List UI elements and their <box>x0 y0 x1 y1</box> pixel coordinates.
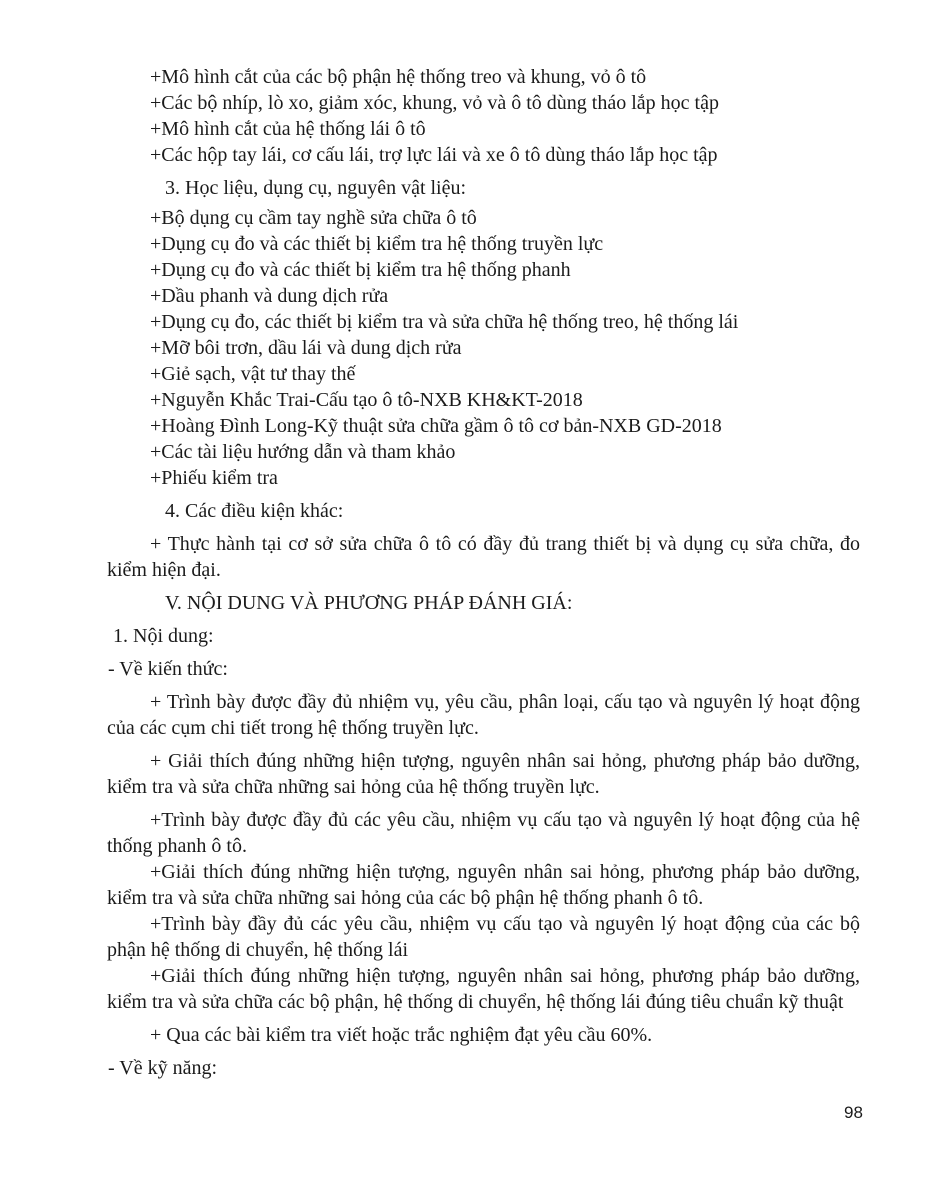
material-item: +Dụng cụ đo, các thiết bị kiểm tra và sửa chữa hệ thống treo, hệ thống lái <box>150 311 739 333</box>
material-item: +Giẻ sạch, vật tư thay thế <box>150 363 356 385</box>
equipment-item: +Mô hình cắt của các bộ phận hệ thống treo và khung, vỏ ô tô <box>150 66 647 88</box>
material-item: +Nguyễn Khắc Trai-Cấu tạo ô tô-NXB KH&KT-2018 <box>150 389 583 411</box>
knowledge-paragraph: + Qua các bài kiểm tra viết hoặc trắc nghiệm đạt yêu cầu 60%. <box>150 1024 653 1046</box>
knowledge-paragraph: + Trình bày được đầy đủ nhiệm vụ, yêu cầu, phân loại, cấu tạo và nguyên lý hoạt động của các cụm chi tiết trong hệ thống truyền lực. <box>107 691 860 739</box>
knowledge-paragraph: +Giải thích đúng những hiện tượng, nguyên nhân sai hỏng, phương pháp bảo dưỡng, kiểm tra và sửa chữa các bộ phận, hệ thống di chuyển, hệ thống lái đúng tiêu chuẩn kỹ thuật <box>107 965 860 1013</box>
knowledge-label: - Về kiến thức: <box>108 658 228 680</box>
equipment-item: +Các bộ nhíp, lò xo, giảm xóc, khung, vỏ và ô tô dùng tháo lắp học tập <box>150 92 719 114</box>
skills-label: - Về kỹ năng: <box>108 1057 218 1079</box>
equipment-item: +Mô hình cắt của hệ thống lái ô tô <box>150 118 426 140</box>
material-item: +Các tài liệu hướng dẫn và tham khảo <box>150 441 456 463</box>
material-item: +Phiếu kiểm tra <box>150 467 278 489</box>
subsection-1-label: 1. Nội dung: <box>113 625 214 647</box>
section-3-heading: 3. Học liệu, dụng cụ, nguyên vật liệu: <box>165 177 467 199</box>
knowledge-paragraph: +Trình bày được đầy đủ các yêu cầu, nhiệm vụ cấu tạo và nguyên lý hoạt động của hệ thống phanh ô tô. <box>107 809 860 857</box>
material-item: +Hoàng Đình Long-Kỹ thuật sửa chữa gầm ô tô cơ bản-NXB GD-2018 <box>150 415 722 437</box>
other-conditions-paragraph: + Thực hành tại cơ sở sửa chữa ô tô có đầy đủ trang thiết bị và dụng cụ sửa chữa, đo kiểm hiện đại. <box>107 533 860 581</box>
material-item: +Bộ dụng cụ cầm tay nghề sửa chữa ô tô <box>150 207 477 229</box>
page-number: 98 <box>844 1103 863 1122</box>
knowledge-paragraph: +Trình bày đầy đủ các yêu cầu, nhiệm vụ cấu tạo và nguyên lý hoạt động của các bộ phận hệ thống di chuyển, hệ thống lái <box>107 913 860 961</box>
material-item: +Dụng cụ đo và các thiết bị kiểm tra hệ thống phanh <box>150 259 571 281</box>
knowledge-paragraph: +Giải thích đúng những hiện tượng, nguyên nhân sai hỏng, phương pháp bảo dưỡng, kiểm tra và sửa chữa những sai hỏng của các bộ phận hệ thống phanh ô tô. <box>107 861 860 909</box>
equipment-item: +Các hộp tay lái, cơ cấu lái, trợ lực lái và xe ô tô dùng tháo lắp học tập <box>150 144 718 166</box>
knowledge-paragraph: + Giải thích đúng những hiện tượng, nguyên nhân sai hỏng, phương pháp bảo dưỡng, kiểm tra và sửa chữa những sai hỏng của hệ thống truyền lực. <box>107 750 860 798</box>
section-v-heading: V. NỘI DUNG VÀ PHƯƠNG PHÁP ĐÁNH GIÁ: <box>165 592 573 614</box>
material-item: +Dụng cụ đo và các thiết bị kiểm tra hệ thống truyền lực <box>150 233 604 255</box>
material-item: +Mỡ bôi trơn, dầu lái và dung dịch rửa <box>150 337 462 359</box>
section-4-heading: 4. Các điều kiện khác: <box>165 500 344 522</box>
document-content <box>107 64 860 1088</box>
material-item: +Dầu phanh và dung dịch rửa <box>150 285 389 307</box>
